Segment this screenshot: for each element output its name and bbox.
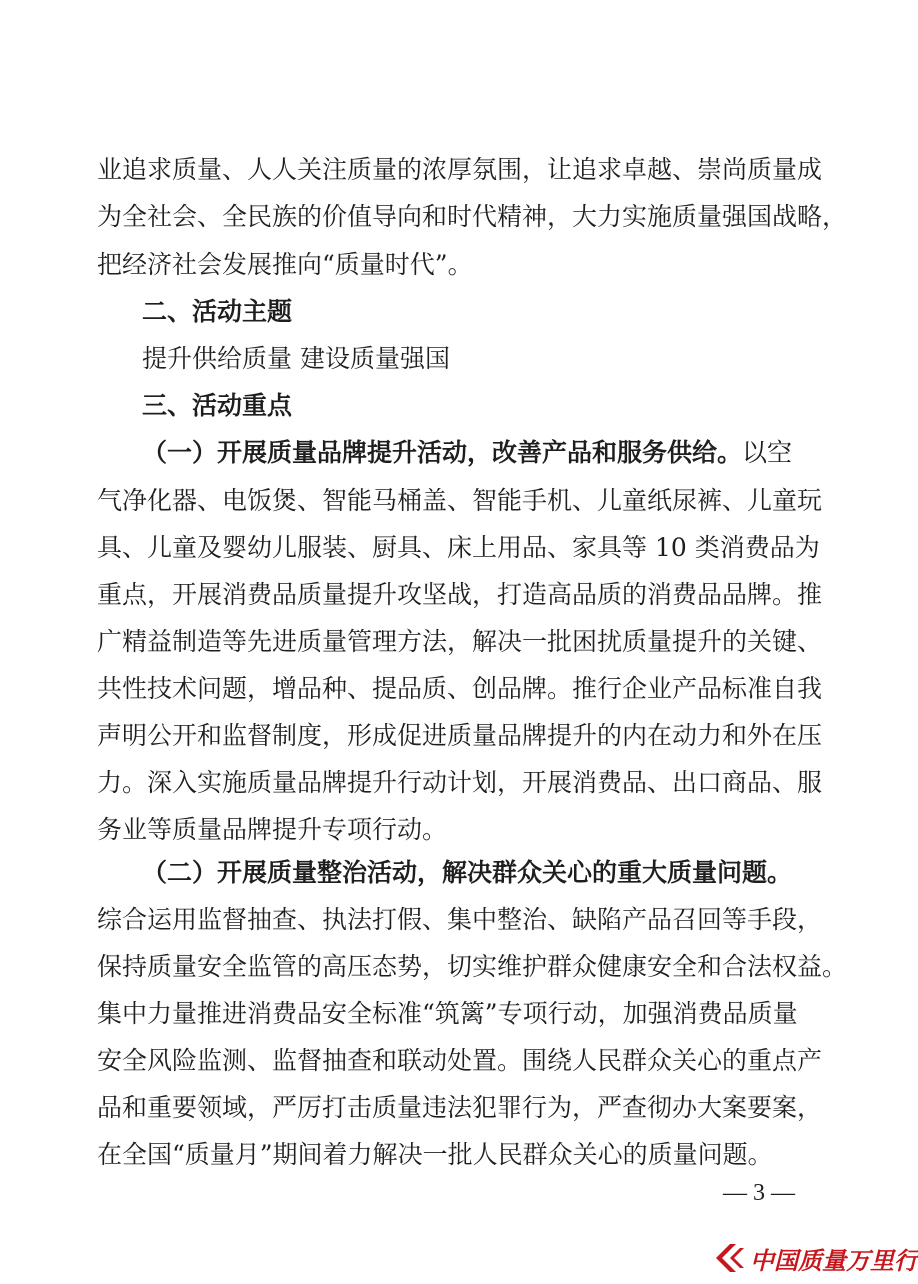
- item-2-title: （二）开展质量整治活动，解决群众关心的重大质量问题。: [142, 858, 793, 887]
- item-2-line-3: 集中力量推进消费品安全标准“筑篱”专项行动，加强消费品质量: [97, 999, 798, 1028]
- item-2-line-2: 保持质量安全监管的高压态势，切实维护群众健康安全和合法权益。: [97, 952, 848, 981]
- item-1-first-line: [142, 438, 792, 468]
- item-1-line-3: 重点，开展消费品质量提升攻坚战，打造高品质的消费品品牌。推: [97, 580, 823, 609]
- watermark-text: 中国质量万里行: [750, 1246, 918, 1275]
- section-2-heading: 二、活动主题: [142, 297, 293, 326]
- swoosh-logo-icon: [714, 1242, 746, 1274]
- section-3-heading: 三、活动重点: [142, 391, 293, 420]
- item-1-line-6: 声明公开和监督制度，形成促进质量品牌提升的内在动力和外在压: [97, 721, 823, 750]
- body-line-2: 为全社会、全民族的价值导向和时代精神，大力实施质量强国战略，: [97, 202, 848, 231]
- item-2-line-6: 在全国“质量月”期间着力解决一批人民群众关心的质量问题。: [97, 1140, 773, 1169]
- body-line-3: 把经济社会发展推向“质量时代”。: [97, 250, 473, 279]
- watermark: [714, 1238, 918, 1278]
- item-1-line-5: 共性技术问题，增品种、提品质、创品牌。推行企业产品标准自我: [97, 674, 823, 703]
- item-1-line-1: 气净化器、电饭煲、智能马桶盖、智能手机、儿童纸尿裤、儿童玩: [97, 486, 823, 515]
- item-1-line-7: 力。深入实施质量品牌提升行动计划，开展消费品、出口商品、服: [97, 768, 823, 797]
- item-1-title: （一）开展质量品牌提升活动，改善产品和服务供给。: [142, 438, 743, 467]
- body-line-1: 业追求质量、人人关注质量的浓厚氛围，让追求卓越、崇尚质量成: [97, 155, 823, 184]
- item-2-line-1: 综合运用监督抽查、执法打假、集中整治、缺陷产品召回等手段，: [97, 905, 823, 934]
- section-2-theme: 提升供给质量 建设质量强国: [142, 344, 450, 373]
- item-1-line-4: 广精益制造等先进质量管理方法，解决一批困扰质量提升的关键、: [97, 627, 823, 656]
- page-number: — 3 —: [723, 1180, 795, 1206]
- item-1-line-2: 具、儿童及婴幼儿服装、厨具、床上用品、家具等 10 类消费品为: [97, 533, 820, 562]
- item-2-line-5: 品和重要领域，严厉打击质量违法犯罪行为，严查彻办大案要案，: [97, 1093, 823, 1122]
- item-1-title-tail: 以空: [742, 438, 793, 467]
- item-1-line-8: 务业等质量品牌提升专项行动。: [97, 815, 448, 844]
- item-2-line-4: 安全风险监测、监督抽查和联动处置。围绕人民群众关心的重点产: [97, 1046, 823, 1075]
